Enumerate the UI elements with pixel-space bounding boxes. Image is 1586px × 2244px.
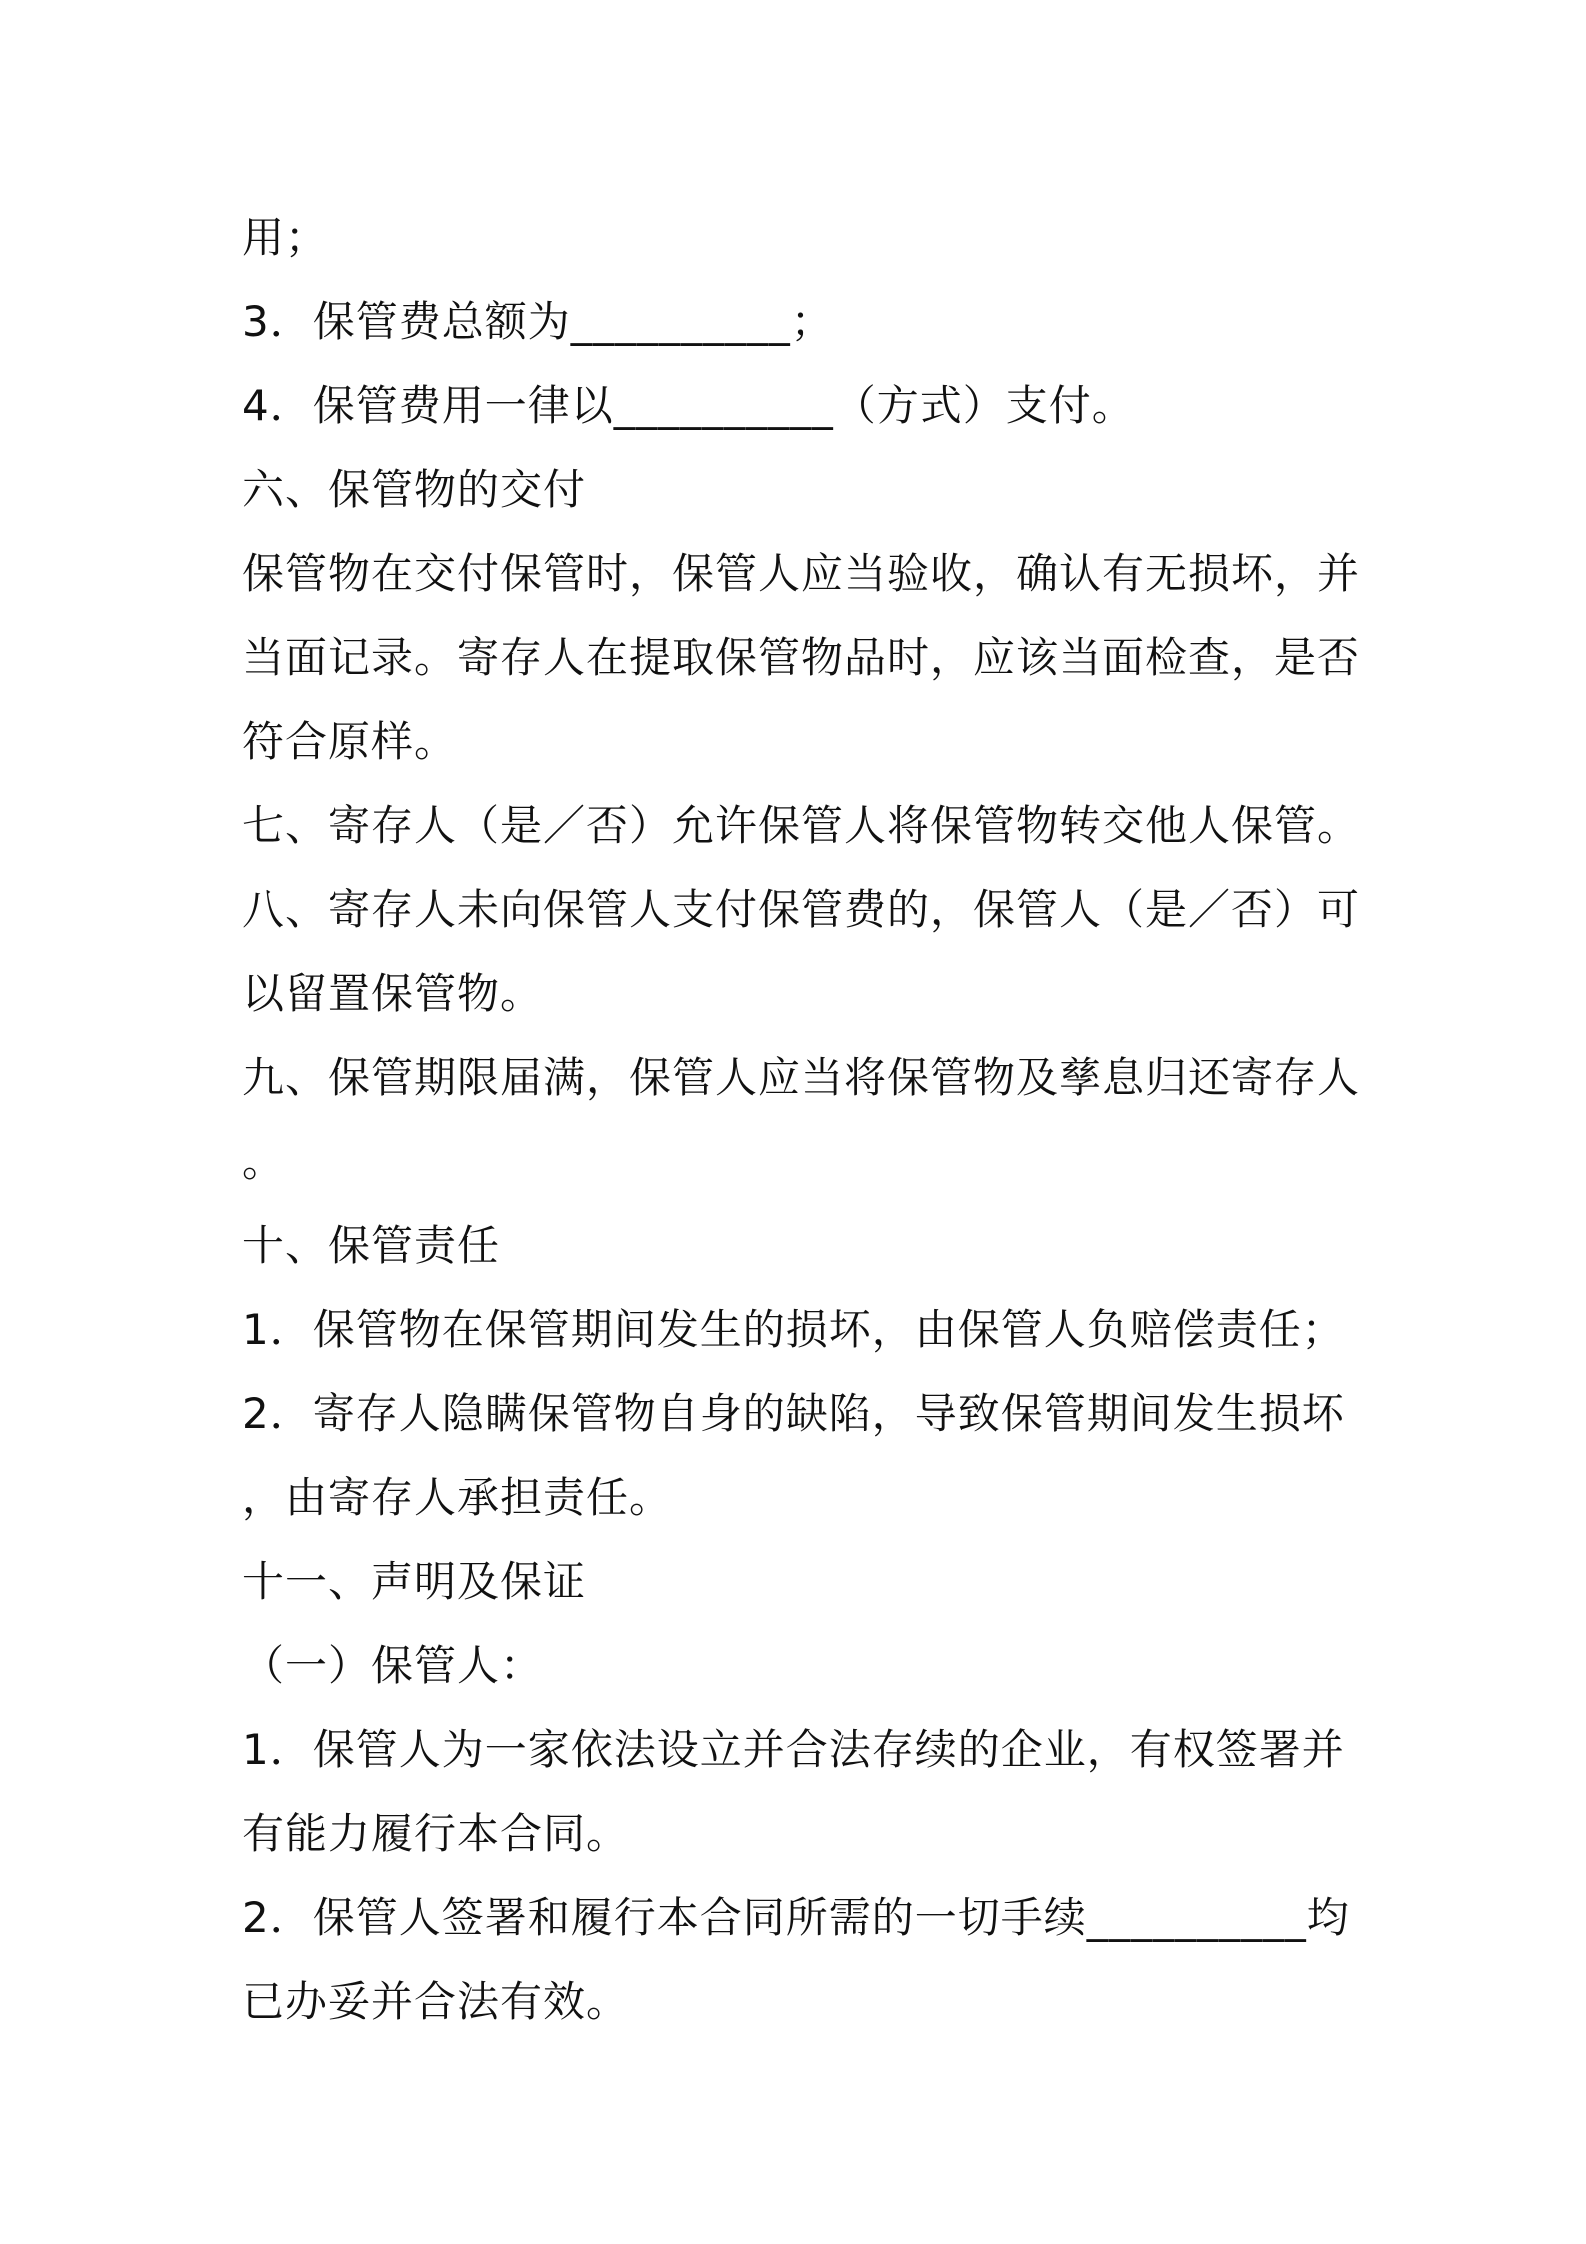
text-line: 4．保管费用一律以__________（方式）支付。: [242, 381, 1135, 430]
text-line: 1．保管人为一家依法设立并合法存续的企业，有权签署并: [242, 1725, 1345, 1774]
text-line: 1．保管物在保管期间发生的损坏，由保管人负赔偿责任；: [242, 1305, 1345, 1354]
subsection-heading: （一）保管人：: [242, 1641, 544, 1690]
text-line: 当面记录。寄存人在提取保管物品时，应该当面检查，是否: [242, 633, 1361, 682]
section-heading: 六、保管物的交付: [242, 465, 587, 514]
section-heading: 八、寄存人未向保管人支付保管费的，保管人（是／否）可: [242, 885, 1361, 934]
text-line: ，由寄存人承担责任。: [242, 1473, 673, 1522]
text-line: 2．寄存人隐瞒保管物自身的缺陷，导致保管期间发生损坏: [242, 1389, 1345, 1438]
text-line: 。: [242, 1137, 286, 1186]
section-heading: 七、寄存人（是／否）允许保管人将保管物转交他人保管。: [242, 801, 1361, 850]
text-line: 已办妥并合法有效。: [242, 1977, 630, 2026]
document-body: [242, 196, 1362, 2044]
section-heading: 十一、声明及保证: [242, 1557, 587, 1606]
text-line: 用；: [242, 213, 329, 262]
text-line: 符合原样。: [242, 717, 458, 766]
text-line: 3．保管费总额为__________；: [242, 297, 834, 346]
section-heading: 九、保管期限届满，保管人应当将保管物及孳息归还寄存人: [242, 1053, 1361, 1102]
text-line: 以留置保管物。: [242, 969, 544, 1018]
section-heading: 十、保管责任: [242, 1221, 501, 1270]
text-line: 2．保管人签署和履行本合同所需的一切手续__________均: [242, 1893, 1350, 1942]
text-line: 有能力履行本合同。: [242, 1809, 630, 1858]
text-line: 保管物在交付保管时，保管人应当验收，确认有无损坏，并: [242, 549, 1361, 598]
